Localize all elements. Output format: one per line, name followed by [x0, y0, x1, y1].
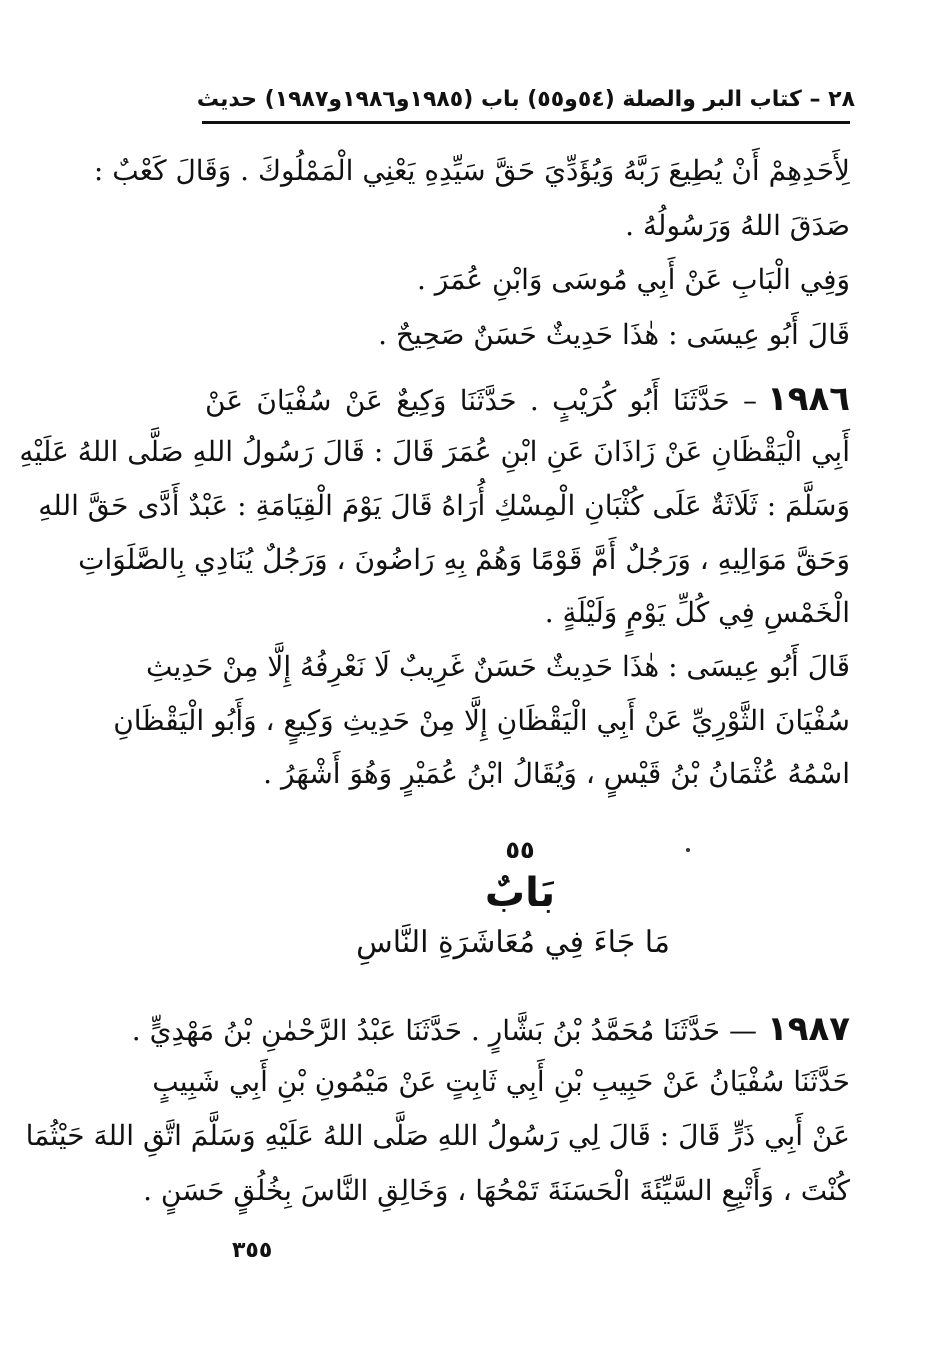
hadith-heading-line	[205, 379, 850, 419]
hadith-heading-line	[131, 1009, 850, 1049]
hadith-number-1986: ١٩٨٦	[766, 379, 850, 419]
text-line: قَالَ أَبُو عِيسَى : هٰذَا حَدِيثٌ حَسَنٌ غَرِيبٌ لَا نَعْرِفُهُ إِلَّا مِنْ حَدِيثِ	[146, 650, 850, 683]
text-line-content: — حَدَّثَنَا مُحَمَّدُ بْنُ بَشَّارٍ . حَدَّثَنَا عَبْدُ الرَّحْمٰنِ بْنُ مَهْدِيٍّ .	[131, 1014, 757, 1047]
chapter-heading: بَابٌ	[484, 870, 556, 916]
text-line: وَسَلَّمَ : ثَلَاثَةٌ عَلَى كُثْبَانِ الْمِسْكِ أُرَاهُ قَالَ يَوْمَ الْقِيَامَةِ : عَبْدٌ أَدَّى حَقَّ اللهِ	[38, 489, 850, 522]
text-line: وَحَقَّ مَوَالِيهِ ، وَرَجُلٌ أَمَّ قَوْمًا وَهُمْ بِهِ رَاضُونَ ، وَرَجُلٌ يُنَادِي بِالصَّلَوَاتِ	[78, 543, 850, 576]
hadith-number-1987: ١٩٨٧	[766, 1009, 850, 1049]
header-rule	[202, 121, 850, 124]
text-line: صَدَقَ اللهُ وَرَسُولُهُ .	[625, 209, 850, 242]
text-line: قَالَ أَبُو عِيسَى : هٰذَا حَدِيثٌ حَسَنٌ صَحِيحٌ .	[378, 318, 850, 351]
text-line: كُنْتَ ، وَأَتْبِعِ السَّيِّئَةَ الْحَسَنَةَ تَمْحُهَا ، وَخَالِقِ النَّاسَ بِخُلُقٍ حَسَنٍ .	[143, 1174, 850, 1207]
chapter-title: مَا جَاءَ فِي مُعَاشَرَةِ النَّاسِ	[356, 925, 670, 960]
text-line: سُفْيَانَ الثَّوْرِيِّ عَنْ أَبِي الْيَقْظَانِ إِلَّا مِنْ حَدِيثِ وَكِيعٍ ، وَأَبُو الْيَقْظَانِ	[113, 704, 850, 737]
text-line: حَدَّثَنَا سُفْيَانُ عَنْ حَبِيبِ بْنِ أَبِي ثَابِتٍ عَنْ مَيْمُونِ بْنِ أَبِي شَبِيبٍ	[152, 1065, 850, 1098]
text-line: عَنْ أَبِي ذَرٍّ قَالَ : قَالَ لِي رَسُولُ اللهِ صَلَّى اللهُ عَلَيْهِ وَسَلَّمَ اتَّقِ اللهَ حَيْثُمَا	[25, 1119, 850, 1152]
running-head: ٢٨ – كتاب البر والصلة (٥٤و٥٥) باب (١٩٨٥و١٩٨٦و١٩٨٧) حديث	[196, 87, 855, 112]
text-line: وَفِي الْبَابِ عَنْ أَبِي مُوسَى وَابْنِ عُمَرَ .	[416, 263, 850, 296]
speck	[686, 848, 690, 852]
text-line: لِأَحَدِهِمْ أَنْ يُطِيعَ رَبَّهُ وَيُؤَدِّيَ حَقَّ سَيِّدِهِ يَعْنِي الْمَمْلُوكَ . وَقَالَ كَعْبٌ :	[93, 154, 850, 187]
chapter-number: ٥٥	[505, 836, 535, 864]
text-line: اسْمُهُ عُثْمَانُ بْنُ قَيْسٍ ، وَيُقَالُ ابْنُ عُمَيْرٍ وَهُوَ أَشْهَرُ .	[263, 757, 850, 790]
page-number: ٣٥٥	[232, 1238, 273, 1263]
text-line-content: – حَدَّثَنَا أَبُو كُرَيْبٍ . حَدَّثَنَا وَكِيعٌ عَنْ سُفْيَانَ عَنْ	[205, 384, 757, 417]
text-line: الْخَمْسِ فِي كُلِّ يَوْمٍ وَلَيْلَةٍ .	[544, 596, 850, 629]
text-line: أَبِي الْيَقْظَانِ عَنْ زَاذَانَ عَنِ ابْنِ عُمَرَ قَالَ : قَالَ رَسُولُ اللهِ صَلَّى اللهُ عَلَيْهِ	[19, 435, 850, 468]
